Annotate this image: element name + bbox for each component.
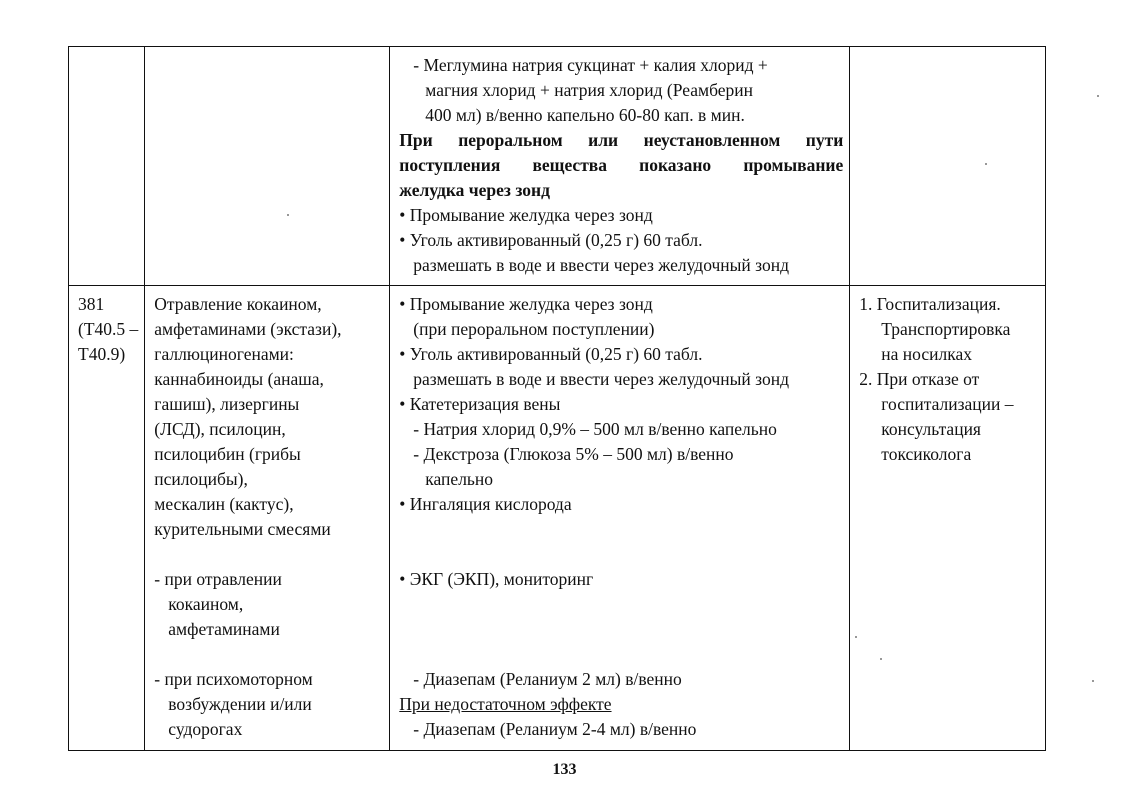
scan-speck — [985, 163, 987, 165]
scan-speck — [287, 214, 289, 216]
condition-line: псилоцибин (грибы — [154, 444, 301, 464]
condition-line: Отравление кокаином, — [154, 294, 322, 314]
spacer — [399, 542, 843, 567]
dash-item-line: - Меглумина натрия сукцинат + калия хлорид + — [413, 55, 768, 75]
action-line: Транспортировка — [881, 319, 1011, 339]
dash-item-line: 400 мл) в/венно капельно 60-80 кап. в мин. — [425, 105, 745, 125]
protocol-table — [68, 46, 1046, 751]
condition-line: курительными смесями — [154, 519, 331, 539]
condition-line: мескалин (кактус), — [154, 494, 294, 514]
scan-speck — [880, 658, 882, 660]
bullet-item: • Катетеризация вены — [399, 394, 561, 414]
code-line: (T40.5 – — [78, 319, 139, 339]
bullet-item: • Ингаляция кислорода — [399, 494, 572, 514]
page-number: 133 — [552, 761, 577, 778]
cell-actions-empty — [850, 47, 1046, 286]
cell-code — [69, 286, 145, 751]
scan-speck — [855, 636, 857, 638]
condition-line: (ЛСД), псилоцин, — [154, 419, 286, 439]
bold-heading-line: поступления вещества показано промывание — [399, 155, 844, 175]
sub-condition-line: - при отравлении — [154, 569, 282, 589]
scan-speck — [1097, 95, 1099, 97]
cell-treatment — [390, 286, 850, 751]
action-line: 1. Госпитализация. — [859, 294, 1001, 314]
bullet-item: • Уголь активированный (0,25 г) 60 табл. — [399, 344, 703, 364]
dash-item-continuation: капельно — [425, 469, 494, 489]
dash-item: - Декстроза (Глюкоза 5% – 500 мл) в/венно — [413, 444, 734, 464]
spacer — [399, 642, 843, 667]
bullet-item-continuation: размешать в воде и ввести через желудочный зонд — [413, 255, 789, 275]
spacer — [399, 617, 843, 642]
action-line: токсиколога — [881, 444, 972, 464]
cell-code-empty — [69, 47, 145, 286]
dash-item: - Натрия хлорид 0,9% – 500 мл в/венно капельно — [413, 419, 777, 439]
spacer — [154, 642, 383, 667]
bullet-item: • Промывание желудка через зонд — [399, 294, 653, 314]
dash-item: - Диазепам (Реланиум 2-4 мл) в/венно — [413, 719, 697, 739]
code-line: 381 — [78, 294, 105, 314]
condition-line: псилоцибы), — [154, 469, 248, 489]
sub-condition-line: кокаином, — [168, 594, 244, 614]
condition-line: гашиш), лизергины — [154, 394, 300, 414]
table-row — [69, 47, 1046, 286]
dash-item: - Диазепам (Реланиум 2 мл) в/венно — [413, 669, 682, 689]
action-line: 2. При отказе от — [859, 369, 980, 389]
sub-condition-line: амфетаминами — [168, 619, 280, 639]
condition-line: галлюциногенами: — [154, 344, 294, 364]
spacer — [399, 517, 843, 542]
scan-speck — [1092, 680, 1094, 682]
condition-line: каннабиноиды (анаша, — [154, 369, 324, 389]
bold-heading-line: При пероральном или неустановленном пути — [399, 130, 844, 150]
insufficient-effect-label: При недостаточном эффекте — [399, 694, 612, 714]
cell-condition-empty — [145, 47, 390, 286]
bullet-item: • ЭКГ (ЭКП), мониторинг — [399, 569, 594, 589]
condition-line: амфетаминами (экстази), — [154, 319, 342, 339]
spacer — [399, 592, 843, 617]
bullet-item: • Промывание желудка через зонд — [399, 205, 653, 225]
bullet-item: • Уголь активированный (0,25 г) 60 табл. — [399, 230, 703, 250]
spacer — [154, 542, 383, 567]
code-line: T40.9) — [78, 344, 126, 364]
bullet-item-continuation: размешать в воде и ввести через желудочный зонд — [413, 369, 789, 389]
bold-heading-line: желудка через зонд — [399, 180, 550, 200]
cell-condition — [145, 286, 390, 751]
sub-condition-line: возбуждении и/или — [168, 694, 312, 714]
sub-condition-line: судорогах — [168, 719, 243, 739]
cell-treatment-continued — [390, 47, 850, 286]
action-line: на носилках — [881, 344, 972, 364]
bullet-item-continuation: (при пероральном поступлении) — [413, 319, 655, 339]
sub-condition-line: - при психомоторном — [154, 669, 313, 689]
action-line: госпитализации – — [881, 394, 1014, 414]
cell-actions — [850, 286, 1046, 751]
action-line: консультация — [881, 419, 981, 439]
dash-item-line: магния хлорид + натрия хлорид (Реамберин — [425, 80, 753, 100]
table-row — [69, 286, 1046, 751]
